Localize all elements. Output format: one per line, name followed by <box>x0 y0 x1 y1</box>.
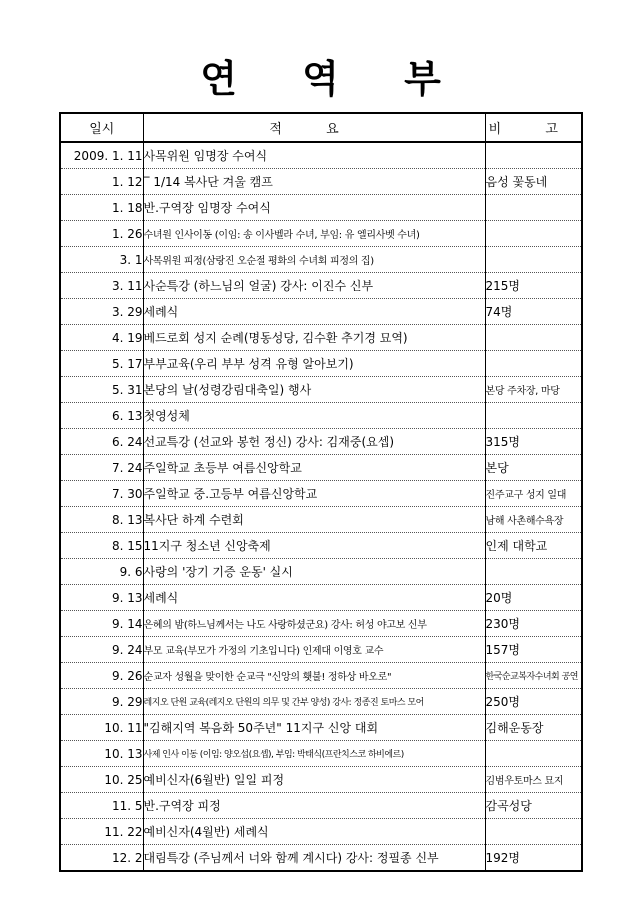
row-note <box>485 325 582 351</box>
row-note: 74명 <box>485 299 582 325</box>
table-row <box>60 429 582 455</box>
row-date: 9. 29 <box>60 689 143 715</box>
row-date: 5. 31 <box>60 377 143 403</box>
row-date: 9. 13 <box>60 585 143 611</box>
table-row <box>60 767 582 793</box>
row-date: 3. 11 <box>60 273 143 299</box>
header-row <box>60 113 582 142</box>
row-note: 진주교구 성지 일대 <box>485 481 582 507</box>
table-row <box>60 507 582 533</box>
row-date: 9. 24 <box>60 637 143 663</box>
row-event: "김해지역 복음화 50주년" 11지구 신앙 대회 <box>143 715 485 741</box>
row-event: 복사단 하계 수련회 <box>143 507 485 533</box>
row-note: 감곡성당 <box>485 793 582 819</box>
row-note: 음성 꽃동네 <box>485 169 582 195</box>
table-row <box>60 169 582 195</box>
header-event: 적 요 <box>143 113 485 142</box>
row-date: 11. 5 <box>60 793 143 819</box>
table-row <box>60 845 582 872</box>
row-note: 215명 <box>485 273 582 299</box>
row-event: 11지구 청소년 신앙축제 <box>143 533 485 559</box>
row-note: 20명 <box>485 585 582 611</box>
row-note: 김해운동장 <box>485 715 582 741</box>
row-note: 157명 <box>485 637 582 663</box>
row-event: 베드로회 성지 순례(명동성당, 김수환 추기경 묘역) <box>143 325 485 351</box>
row-date: 12. 2 <box>60 845 143 872</box>
row-date: 1. 26 <box>60 221 143 247</box>
row-event: 예비신자(4월반) 세례식 <box>143 819 485 845</box>
row-note <box>485 559 582 585</box>
row-note: 192명 <box>485 845 582 872</box>
table-row <box>60 455 582 481</box>
table-row <box>60 403 582 429</box>
row-event: 사순특강 (하느님의 얼굴) 강사: 이진수 신부 <box>143 273 485 299</box>
row-event: 사목위원 피정(삼랑진 오순절 평화의 수녀회 피정의 집) <box>143 247 485 273</box>
row-date: 9. 14 <box>60 611 143 637</box>
row-date: 10. 25 <box>60 767 143 793</box>
row-event: 주일학교 중.고등부 여름신앙학교 <box>143 481 485 507</box>
row-date: 3. 1 <box>60 247 143 273</box>
table-row <box>60 351 582 377</box>
table-row <box>60 663 582 689</box>
row-date: 6. 13 <box>60 403 143 429</box>
row-event: 순교자 성월을 맞이한 순교극 "신앙의 횃불! 정하상 바오로" <box>143 663 485 689</box>
row-date: 9. 6 <box>60 559 143 585</box>
table-row <box>60 325 582 351</box>
row-date: 6. 24 <box>60 429 143 455</box>
row-event: 선교특강 (선교와 봉헌 정신) 강사: 김재중(요셉) <box>143 429 485 455</box>
row-note: 인제 대학교 <box>485 533 582 559</box>
row-event: 은혜의 밤(하느님께서는 나도 사랑하셨군요) 강사: 허성 야고보 신부 <box>143 611 485 637</box>
row-date: 10. 11 <box>60 715 143 741</box>
row-date: 8. 13 <box>60 507 143 533</box>
row-note: 남해 사촌해수욕장 <box>485 507 582 533</box>
row-event: 반.구역장 임명장 수여식 <box>143 195 485 221</box>
row-event: 사랑의 '장기 기증 운동' 실시 <box>143 559 485 585</box>
row-note <box>485 403 582 429</box>
row-note <box>485 351 582 377</box>
header-note: 비 고 <box>485 113 582 142</box>
row-event: 세례식 <box>143 299 485 325</box>
table-row <box>60 559 582 585</box>
row-date: 11. 22 <box>60 819 143 845</box>
row-event: 대림특강 (주님께서 너와 함께 계시다) 강사: 정필종 신부 <box>143 845 485 872</box>
row-event: 세례식 <box>143 585 485 611</box>
row-event: 반.구역장 피정 <box>143 793 485 819</box>
row-event: 예비신자(6월반) 일일 피정 <box>143 767 485 793</box>
row-note <box>485 741 582 767</box>
table-row <box>60 689 582 715</box>
row-date: 3. 29 <box>60 299 143 325</box>
row-note <box>485 819 582 845</box>
row-event: 부부교육(우리 부부 성격 유형 알아보기) <box>143 351 485 377</box>
table-row <box>60 195 582 221</box>
row-note: 230명 <box>485 611 582 637</box>
row-note <box>485 221 582 247</box>
row-note: 본당 <box>485 455 582 481</box>
row-date: 1. 18 <box>60 195 143 221</box>
row-note: 김범우토마스 묘지 <box>485 767 582 793</box>
table-row <box>60 741 582 767</box>
table-row <box>60 377 582 403</box>
row-date: 7. 24 <box>60 455 143 481</box>
table-row <box>60 637 582 663</box>
row-event: 본당의 날(성령강림대축일) 행사 <box>143 377 485 403</box>
row-event: 수녀원 인사이동 (이임: 송 이사벨라 수녀, 부임: 유 엘리사벳 수녀) <box>143 221 485 247</box>
table-row <box>60 299 582 325</box>
row-date: 10. 13 <box>60 741 143 767</box>
table-row <box>60 533 582 559</box>
row-event: 레지오 단원 교육(레지오 단원의 의무 및 간부 양성) 강사: 정종진 토마스 모어 <box>143 689 485 715</box>
row-event: ‾ 1/14 복사단 겨울 캠프 <box>143 169 485 195</box>
row-event: 사목위원 임명장 수여식 <box>143 142 485 169</box>
row-note <box>485 195 582 221</box>
row-note <box>485 142 582 169</box>
row-date: 2009. 1. 11 <box>60 142 143 169</box>
row-date: 9. 26 <box>60 663 143 689</box>
history-table <box>59 112 583 872</box>
row-note: 315명 <box>485 429 582 455</box>
table-row <box>60 793 582 819</box>
table-row <box>60 142 582 169</box>
row-date: 7. 30 <box>60 481 143 507</box>
page-title: 연 역 부 <box>200 57 467 101</box>
table-row <box>60 611 582 637</box>
table-row <box>60 273 582 299</box>
row-date: 8. 15 <box>60 533 143 559</box>
table-row <box>60 247 582 273</box>
row-event: 부모 교육(부모가 가정의 기초입니다) 인제대 이영호 교수 <box>143 637 485 663</box>
header-date: 일시 <box>60 113 143 142</box>
row-event: 주일학교 초등부 여름신앙학교 <box>143 455 485 481</box>
row-note: 한국순교복자수녀회 공연 <box>485 663 582 689</box>
table-row <box>60 819 582 845</box>
table-row <box>60 221 582 247</box>
table-row <box>60 715 582 741</box>
row-note: 본당 주차장, 마당 <box>485 377 582 403</box>
row-date: 1. 12 <box>60 169 143 195</box>
row-event: 첫영성체 <box>143 403 485 429</box>
row-note: 250명 <box>485 689 582 715</box>
row-date: 5. 17 <box>60 351 143 377</box>
table-row <box>60 481 582 507</box>
row-date: 4. 19 <box>60 325 143 351</box>
row-note <box>485 247 582 273</box>
row-event: 사제 인사 이동 (이임: 양오섭(요셉), 부임: 박태식(프란치스코 하비에르) <box>143 741 485 767</box>
table-row <box>60 585 582 611</box>
